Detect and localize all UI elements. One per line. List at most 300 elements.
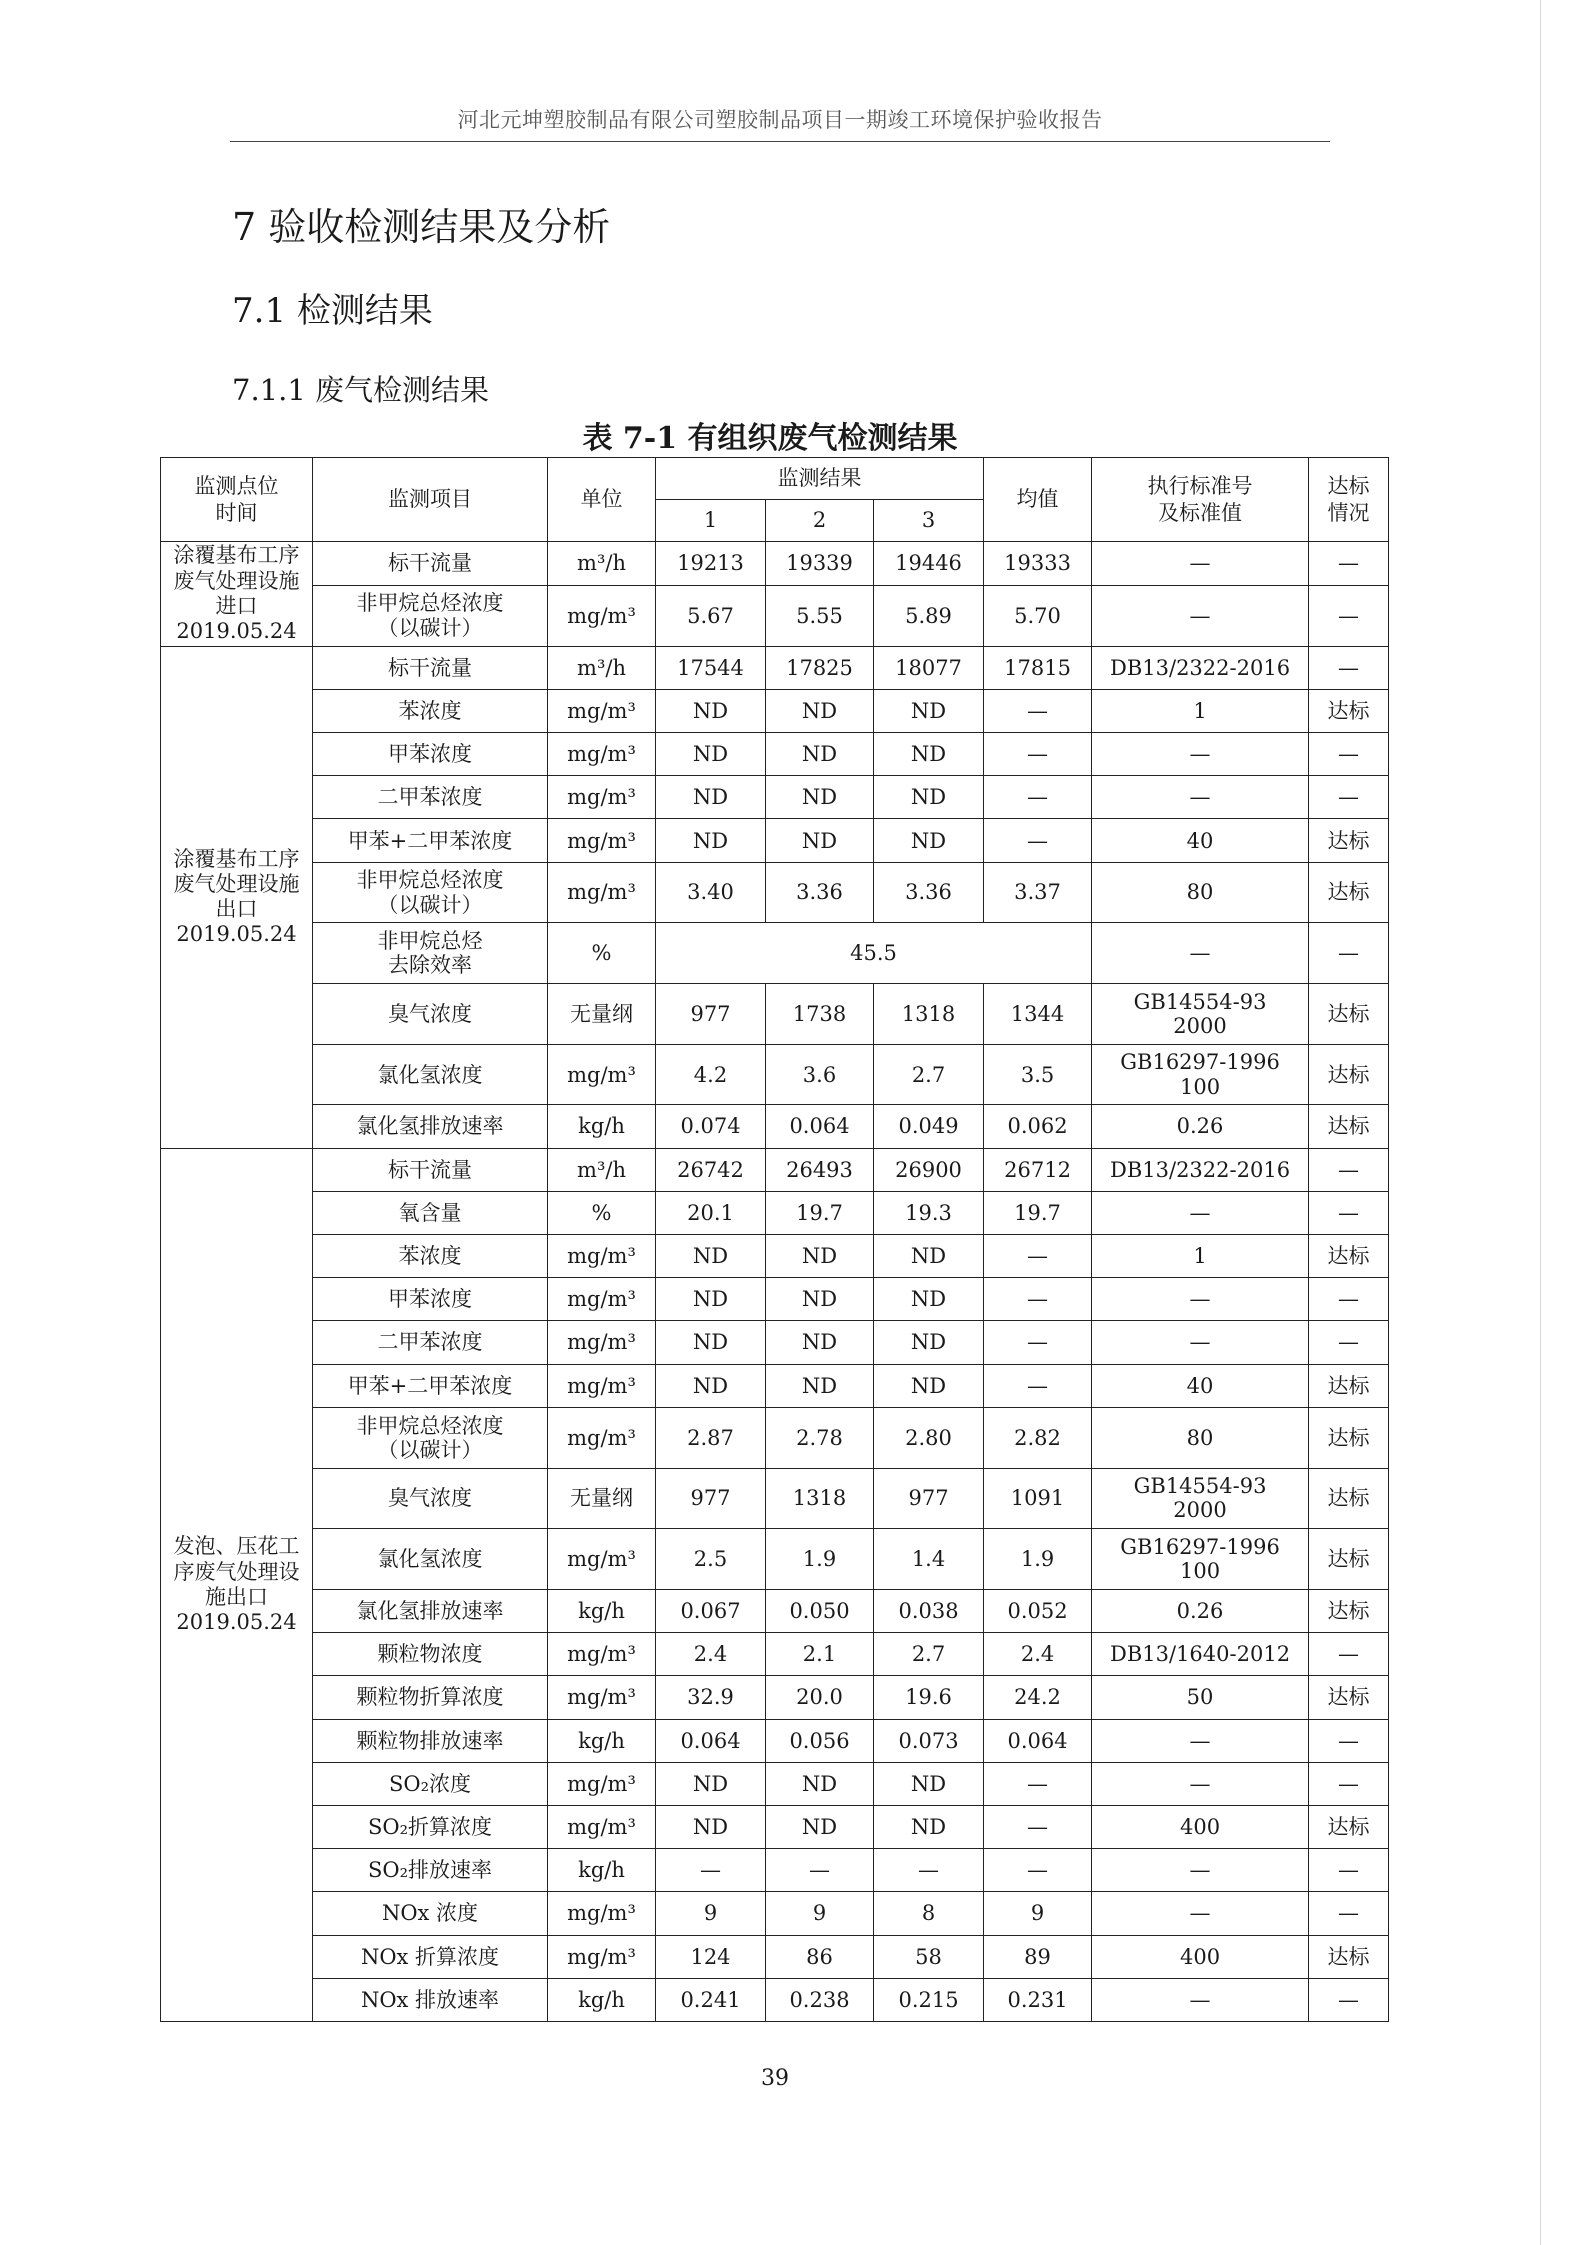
table-header [161,458,1389,542]
result-cell: 20.0 [766,1676,874,1719]
result-cell: 2.87 [656,1407,766,1468]
result-cell: 2.7 [874,1044,984,1105]
table-row [161,1235,1389,1278]
standard-line: 2000 [1173,1013,1227,1038]
result-cell: 18077 [874,646,984,689]
result-cell: 0.064 [656,1719,766,1762]
mean-cell: — [984,1849,1092,1892]
page-number: 39 [761,2066,789,2091]
standard-line: — [1189,551,1211,576]
item-cell [313,1044,548,1105]
item-line: 非甲烷总烃 [377,929,483,954]
result-cell: 2.1 [766,1633,874,1676]
item-cell [313,733,548,776]
table-row [161,1278,1389,1321]
table-row [161,923,1389,984]
site-line: 发泡、压花工 [173,1534,300,1559]
result-cell: 977 [874,1468,984,1529]
standard-line: DB13/2322-2016 [1110,655,1291,680]
standard-cell [1092,542,1309,586]
site-cell [161,542,313,647]
header-status-line: 情况 [1327,500,1370,525]
unit-cell: mg/m³ [548,1044,656,1105]
results-table [160,457,1389,2022]
status-cell: 达标 [1309,1805,1389,1848]
item-line: 氯化氢浓度 [377,1062,483,1087]
item-line: 氯化氢浓度 [377,1546,483,1571]
unit-cell: mg/m³ [548,1633,656,1676]
result-cell: 19.3 [874,1191,984,1234]
mean-cell: 3.37 [984,862,1092,923]
site-cell [161,1148,313,2021]
unit-cell: mg/m³ [548,1805,656,1848]
result-cell: 9 [766,1892,874,1935]
item-line: 颗粒物排放速率 [356,1728,504,1753]
standard-line: 400 [1179,1814,1221,1839]
item-line: （以碳计） [377,615,483,640]
item-cell [313,1676,548,1719]
header-mean: 均值 [984,458,1092,542]
result-cell: 3.36 [766,862,874,923]
status-cell: 达标 [1309,984,1389,1045]
result-cell: ND [766,689,874,732]
standard-cell [1092,1892,1309,1935]
unit-cell: m³/h [548,646,656,689]
result-cell: 1.9 [766,1529,874,1590]
table-row [161,1468,1389,1529]
result-cell: 1318 [874,984,984,1045]
standard-cell [1092,776,1309,819]
result-cell: ND [656,689,766,732]
result-cell: 0.050 [766,1589,874,1632]
standard-cell [1092,1935,1309,1978]
standard-line: — [1189,941,1211,966]
header-run-1: 1 [656,500,766,542]
status-cell: — [1309,1148,1389,1191]
status-cell: — [1309,1849,1389,1892]
unit-cell: % [548,923,656,984]
unit-cell: mg/m³ [548,1892,656,1935]
mean-cell: 17815 [984,646,1092,689]
result-cell: — [874,1849,984,1892]
result-cell: ND [656,1364,766,1407]
status-cell: — [1309,1978,1389,2021]
table-row [161,1935,1389,1978]
item-cell [313,1364,548,1407]
status-cell: 达标 [1309,862,1389,923]
header-site-line: 监测点位 [194,474,279,499]
header-standard [1092,458,1309,542]
table-row [161,1805,1389,1848]
item-line: 甲苯浓度 [388,742,472,767]
result-cell: ND [656,1278,766,1321]
standard-cell [1092,1235,1309,1278]
site-line: 序废气处理设 [173,1559,300,1584]
result-cell: 0.064 [766,1105,874,1148]
item-line: NOx 浓度 [381,1901,479,1926]
standard-cell [1092,1407,1309,1468]
unit-cell: mg/m³ [548,1235,656,1278]
item-line: NOx 折算浓度 [360,1944,500,1969]
mean-cell: 1.9 [984,1529,1092,1590]
result-cell: ND [656,1805,766,1848]
standard-cell [1092,1849,1309,1892]
status-cell: 达标 [1309,689,1389,732]
standard-line: 0.26 [1176,1598,1224,1623]
result-cell: 3.36 [874,862,984,923]
table-row [161,1676,1389,1719]
site-line: 2019.05.24 [176,1610,297,1634]
mean-cell: 2.82 [984,1407,1092,1468]
standard-cell [1092,1529,1309,1590]
unit-cell: mg/m³ [548,1321,656,1364]
standard-line: — [1189,1287,1211,1312]
item-line: 非甲烷总烃浓度 [356,591,504,616]
status-cell: — [1309,1278,1389,1321]
item-line: 甲苯+二甲苯浓度 [347,1373,513,1398]
result-cell: ND [656,1321,766,1364]
item-line: NOx 排放速率 [360,1987,500,2012]
result-cell: ND [766,733,874,776]
standard-cell [1092,1105,1309,1148]
status-cell: 达标 [1309,1468,1389,1529]
item-cell [313,1589,548,1632]
standard-cell [1092,819,1309,862]
standard-cell [1092,1191,1309,1234]
result-cell: 19213 [656,542,766,586]
mean-cell: — [984,1278,1092,1321]
result-cell: ND [766,1364,874,1407]
item-cell [313,585,548,646]
result-cell: 8 [874,1892,984,1935]
standard-line: — [1189,1771,1211,1796]
item-cell [313,819,548,862]
result-cell: 17825 [766,646,874,689]
result-cell: 5.67 [656,585,766,646]
mean-cell: — [984,776,1092,819]
item-cell [313,984,548,1045]
item-cell [313,1235,548,1278]
unit-cell: 无量纲 [548,1468,656,1529]
standard-line: 40 [1186,1373,1214,1398]
status-cell: — [1309,1191,1389,1234]
result-cell: ND [656,819,766,862]
item-cell [313,689,548,732]
standard-cell [1092,733,1309,776]
item-cell [313,1892,548,1935]
standard-line: — [1189,1987,1211,2012]
result-cell: 2.5 [656,1529,766,1590]
table-row [161,689,1389,732]
status-cell: — [1309,776,1389,819]
header-rule [230,141,1330,142]
result-cell: 9 [656,1892,766,1935]
standard-line: 400 [1179,1944,1221,1969]
mean-cell: — [984,733,1092,776]
mean-cell: 26712 [984,1148,1092,1191]
table-row [161,585,1389,646]
status-cell: 达标 [1309,1044,1389,1105]
status-cell: 达标 [1309,1589,1389,1632]
mean-cell: — [984,1235,1092,1278]
table-row [161,984,1389,1045]
item-line: （以碳计） [377,892,483,917]
result-cell: 2.78 [766,1407,874,1468]
unit-cell: mg/m³ [548,1407,656,1468]
status-cell: 达标 [1309,1676,1389,1719]
result-cell: ND [874,1321,984,1364]
table-row [161,862,1389,923]
item-cell [313,1278,548,1321]
site-cell [161,646,313,1148]
item-cell [313,1529,548,1590]
standard-line: GB14554-93 [1133,989,1267,1014]
item-cell [313,776,548,819]
item-line: （以碳计） [377,1437,483,1462]
unit-cell: 无量纲 [548,984,656,1045]
site-line: 2019.05.24 [176,922,297,947]
standard-line: GB14554-93 [1133,1474,1267,1499]
header-site-line: 时间 [215,500,258,525]
item-line: 苯浓度 [398,1244,462,1269]
standard-line: — [1189,1330,1211,1355]
site-line: 出口 [215,897,258,922]
table-row [161,819,1389,862]
status-cell: — [1309,923,1389,984]
result-cell: 1738 [766,984,874,1045]
unit-cell: mg/m³ [548,1364,656,1407]
standard-cell [1092,862,1309,923]
table-row [161,1105,1389,1148]
standard-cell [1092,646,1309,689]
unit-cell: kg/h [548,1719,656,1762]
header-results: 监测结果 [656,458,984,500]
result-cell: 2.4 [656,1633,766,1676]
result-cell: 0.049 [874,1105,984,1148]
table-row [161,1589,1389,1632]
standard-line: — [1189,785,1211,810]
item-line: 臭气浓度 [388,1486,472,1511]
item-line: 标干流量 [388,551,472,576]
standard-cell [1092,1321,1309,1364]
table-row [161,646,1389,689]
result-cell: ND [656,776,766,819]
result-cell: 3.6 [766,1044,874,1105]
item-cell [313,923,548,984]
item-cell [313,1633,548,1676]
result-cell: 19.6 [874,1676,984,1719]
result-cell: 0.067 [656,1589,766,1632]
unit-cell: kg/h [548,1978,656,2021]
result-cell: ND [874,1278,984,1321]
status-cell: 达标 [1309,1364,1389,1407]
mean-cell: 1344 [984,984,1092,1045]
result-cell: ND [766,776,874,819]
table-row [161,1044,1389,1105]
result-cell: ND [874,776,984,819]
item-line: 标干流量 [388,1157,472,1182]
table-caption: 表 7-1 有组织废气检测结果 [582,421,958,456]
table-row [161,1529,1389,1590]
result-cell: 0.038 [874,1589,984,1632]
result-cell: ND [766,1321,874,1364]
table-row [161,1364,1389,1407]
result-cell: 17544 [656,646,766,689]
standard-line: 1 [1193,698,1207,723]
status-cell: 达标 [1309,1935,1389,1978]
result-cell: 19446 [874,542,984,586]
standard-line: — [1189,1901,1211,1926]
result-cell: 0.056 [766,1719,874,1762]
mean-cell: 19.7 [984,1191,1092,1234]
table-row [161,1633,1389,1676]
standard-cell [1092,1805,1309,1848]
item-cell [313,1762,548,1805]
standard-line: 100 [1179,1559,1221,1584]
status-cell: 达标 [1309,1529,1389,1590]
unit-cell: mg/m³ [548,1935,656,1978]
header-run-2: 2 [766,500,874,542]
table-row [161,733,1389,776]
result-cell: 26742 [656,1148,766,1191]
unit-cell: mg/m³ [548,1278,656,1321]
standard-cell [1092,1044,1309,1105]
result-cell: ND [766,1762,874,1805]
standard-line: 1 [1193,1244,1207,1269]
result-cell: 977 [656,984,766,1045]
result-cell: 5.55 [766,585,874,646]
status-cell: — [1309,1633,1389,1676]
table-row [161,1321,1389,1364]
standard-cell [1092,1364,1309,1407]
item-line: 颗粒物折算浓度 [356,1685,504,1710]
site-line: 废气处理设施 [173,871,300,896]
item-line: 标干流量 [388,655,472,680]
standard-line: 80 [1186,1425,1214,1450]
standard-line: 50 [1186,1685,1214,1710]
mean-cell: 5.70 [984,585,1092,646]
result-cell: 0.074 [656,1105,766,1148]
status-cell: 达标 [1309,1407,1389,1468]
standard-line: — [1189,1200,1211,1225]
result-cell: 5.89 [874,585,984,646]
item-cell [313,1805,548,1848]
item-line: 臭气浓度 [388,1001,472,1026]
standard-cell [1092,1278,1309,1321]
result-cell: — [656,1849,766,1892]
subsection-heading: 7.1.1 废气检测结果 [232,373,490,407]
result-cell: ND [874,1235,984,1278]
result-cell: ND [766,819,874,862]
item-cell [313,1468,548,1529]
result-cell: 58 [874,1935,984,1978]
item-cell [313,1719,548,1762]
result-cell: 124 [656,1935,766,1978]
mean-cell: 1091 [984,1468,1092,1529]
chapter-heading: 7 验收检测结果及分析 [232,205,611,249]
standard-cell [1092,1633,1309,1676]
item-line: 苯浓度 [398,698,462,723]
header-standard-line: 及标准值 [1158,500,1243,525]
item-line: 去除效率 [388,953,472,978]
result-cell: — [766,1849,874,1892]
result-cell: 32.9 [656,1676,766,1719]
result-cell: ND [874,1762,984,1805]
standard-line: — [1189,603,1211,628]
mean-cell: 2.4 [984,1633,1092,1676]
item-line: SO₂浓度 [388,1771,472,1796]
result-cell: ND [874,733,984,776]
unit-cell: mg/m³ [548,689,656,732]
standard-cell [1092,1762,1309,1805]
item-cell [313,1935,548,1978]
mean-cell: — [984,1762,1092,1805]
unit-cell: kg/h [548,1105,656,1148]
result-cell: 0.215 [874,1978,984,2021]
mean-cell: 0.064 [984,1719,1092,1762]
table-row [161,1849,1389,1892]
table-row [161,1978,1389,2021]
result-cell: 0.073 [874,1719,984,1762]
item-line: 氧含量 [398,1200,462,1225]
standard-cell [1092,689,1309,732]
result-cell: ND [766,1278,874,1321]
mean-cell: 0.052 [984,1589,1092,1632]
standard-line: — [1189,742,1211,767]
table-row [161,1719,1389,1762]
item-line: 氯化氢排放速率 [356,1598,504,1623]
result-cell: 977 [656,1468,766,1529]
mean-cell: 0.231 [984,1978,1092,2021]
mean-cell: 89 [984,1935,1092,1978]
unit-cell: m³/h [548,542,656,586]
unit-cell: mg/m³ [548,862,656,923]
item-cell [313,1321,548,1364]
item-cell [313,1407,548,1468]
item-cell [313,1105,548,1148]
item-cell [313,1148,548,1191]
table-row [161,1407,1389,1468]
site-line: 涂覆基布工序 [173,846,300,871]
result-cell: 26900 [874,1148,984,1191]
result-cell: ND [656,1235,766,1278]
table-row [161,542,1389,586]
standard-line: GB16297-1996 [1120,1050,1280,1075]
result-cell: ND [874,819,984,862]
standard-cell [1092,585,1309,646]
item-line: 非甲烷总烃浓度 [356,868,504,893]
standard-line: 80 [1186,880,1214,905]
standard-line: DB13/2322-2016 [1110,1157,1291,1182]
standard-line: 100 [1179,1074,1221,1099]
standard-line: 2000 [1173,1498,1227,1523]
result-cell: ND [874,689,984,732]
item-cell [313,1849,548,1892]
status-cell: — [1309,1321,1389,1364]
standard-cell [1092,1468,1309,1529]
status-cell: — [1309,1719,1389,1762]
standard-cell [1092,1589,1309,1632]
item-line: 二甲苯浓度 [377,1330,483,1355]
standard-cell [1092,1676,1309,1719]
table-row [161,776,1389,819]
header-item: 监测项目 [313,458,548,542]
table-row [161,1892,1389,1935]
result-cell: 3.40 [656,862,766,923]
site-line: 施出口 [205,1584,268,1609]
item-cell [313,862,548,923]
unit-cell: mg/m³ [548,1762,656,1805]
